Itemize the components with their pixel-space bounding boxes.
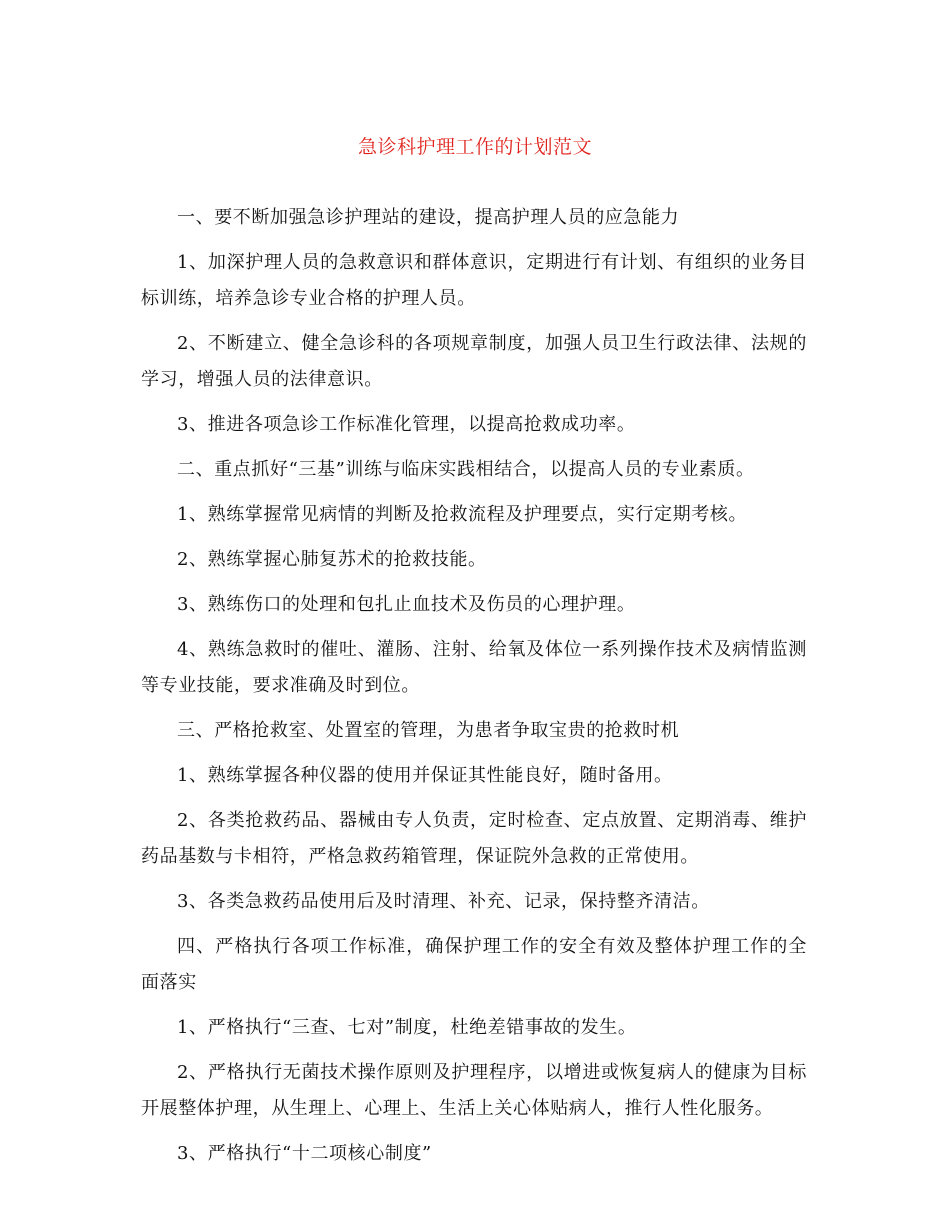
section-heading-2: 二、重点抓好“三基”训练与临床实践相结合，以提高人员的专业素质。 [177, 459, 755, 480]
section-heading-1: 一、要不断加强急诊护理站的建设，提高护理人员的应急能力 [177, 207, 680, 228]
paragraph: 1、熟练掌握常见病情的判断及抢救流程及护理要点，实行定期考核。 [177, 504, 748, 525]
paragraph: 3、熟练伤口的处理和包扎止血技术及伤员的心理护理。 [177, 594, 636, 615]
paragraph: 1、熟练掌握各种仪器的使用并保证其性能良好，随时备用。 [177, 765, 673, 786]
paragraph: 2、各类抢救药品、器械由专人负责，定时检查、定点放置、定期消毒、维护药品基数与卡相符，严格急救药箱管理，保证院外急救的正常使用。 [141, 810, 807, 867]
document-body [141, 200, 807, 1181]
paragraph: 2、不断建立、健全急诊科的各项规章制度，加强人员卫生行政法律、法规的学习，增强人员的法律意识。 [141, 333, 807, 390]
document-title: 急诊科护理工作的计划范文 [357, 136, 592, 158]
paragraph: 2、严格执行无菌技术操作原则及护理程序，以增进或恢复病人的健康为目标开展整体护理，从生理上、心理上、生活上关心体贴病人，推行人性化服务。 [141, 1062, 807, 1119]
paragraph: 1、加深护理人员的急救意识和群体意识，定期进行有计划、有组织的业务目标训练，培养急诊专业合格的护理人员。 [141, 252, 807, 309]
paragraph: 3、各类急救药品使用后及时清理、补充、记录，保持整齐清洁。 [177, 891, 710, 912]
paragraph: 3、严格执行“十二项核心制度” [177, 1143, 432, 1164]
paragraph: 3、推进各项急诊工作标准化管理，以提高抢救成功率。 [177, 414, 636, 435]
paragraph: 2、熟练掌握心肺复苏术的抢救技能。 [177, 549, 487, 570]
paragraph: 4、熟练急救时的催吐、灌肠、注射、给氧及体位一系列操作技术及病情监测等专业技能，要求准确及时到位。 [141, 639, 807, 696]
section-heading-3: 三、严格抢救室、处置室的管理，为患者争取宝贵的抢救时机 [177, 720, 680, 741]
section-heading-4: 四、严格执行各项工作标准，确保护理工作的安全有效及整体护理工作的全面落实 [141, 936, 807, 993]
paragraph: 1、严格执行“三查、七对”制度，杜绝差错事故的发生。 [177, 1017, 637, 1038]
